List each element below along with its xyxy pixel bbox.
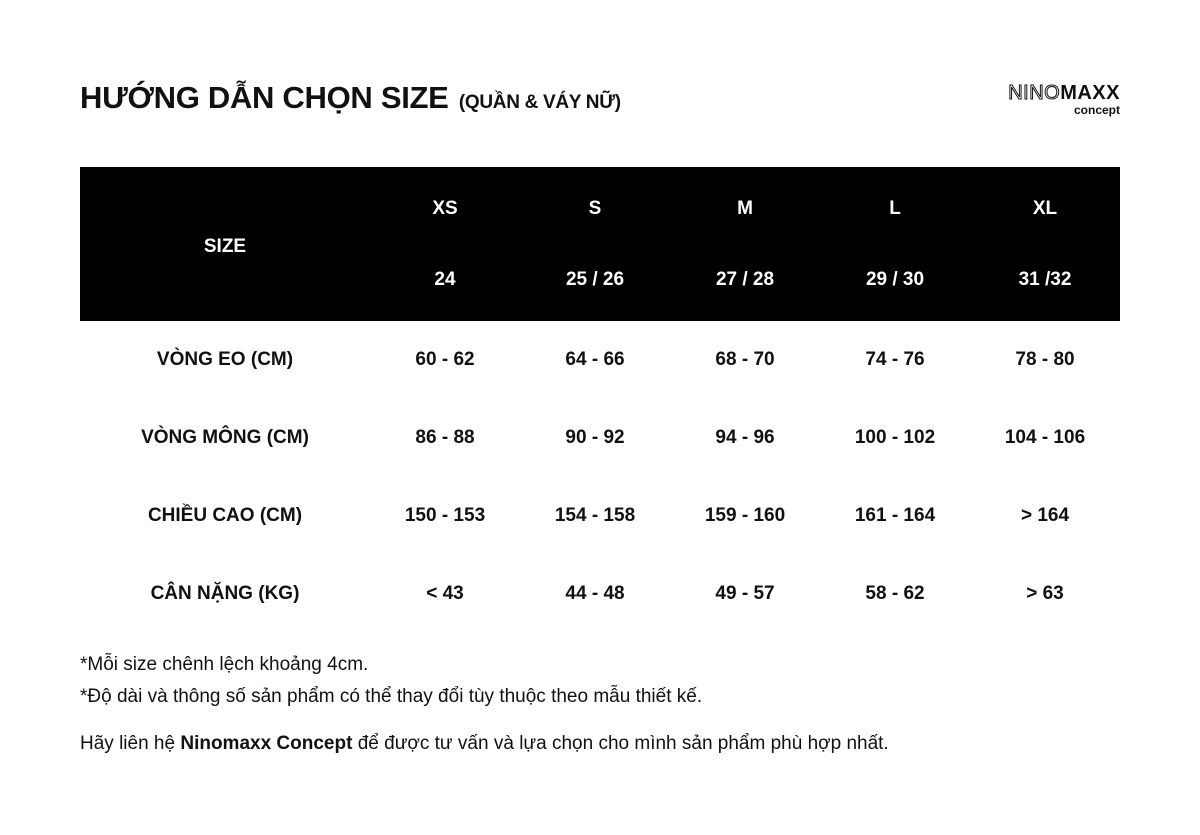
size-number: 27 / 28 (670, 245, 820, 321)
title-main: HƯỚNG DẪN CHỌN SIZE (80, 80, 449, 115)
table-cell: 154 - 158 (554, 505, 636, 526)
table-row-weight (80, 555, 1120, 633)
table-cell: > 164 (1020, 505, 1070, 526)
logo-wordmark (1008, 83, 1120, 103)
table-cell: 150 - 153 (404, 505, 486, 526)
logo-part-nino: NINO (1008, 82, 1061, 104)
ninomaxx-logo (1008, 83, 1120, 116)
contact-suffix: để được tư vấn và lựa chọn cho mình sản phẩm phù hợp nhất. (352, 733, 889, 754)
note-spec-change: *Độ dài và thông số sản phẩm có thể thay đổi tùy thuộc theo mẫu thiết kế. (80, 686, 703, 707)
row-label: CÂN NẶNG (KG) (150, 583, 300, 604)
table-cell: 74 - 76 (865, 349, 925, 370)
logo-concept: concept (1073, 103, 1120, 117)
table-cell: 68 - 70 (715, 349, 775, 370)
size-letter: XL (970, 167, 1120, 245)
size-number: 25 / 26 (520, 245, 670, 321)
row-label: VÒNG MÔNG (CM) (141, 427, 309, 448)
notes (80, 649, 702, 713)
size-number: 31 /32 (970, 245, 1120, 321)
size-letter: M (670, 167, 820, 245)
size-number: 29 / 30 (820, 245, 970, 321)
table-cell: 86 - 88 (415, 427, 475, 448)
row-label: VÒNG EO (CM) (156, 349, 294, 370)
table-cell: 44 - 48 (565, 583, 625, 604)
header-row-letters (80, 167, 1120, 245)
table-row-hip (80, 399, 1120, 477)
table-cell: > 63 (1026, 583, 1064, 604)
table-cell: 104 - 106 (1004, 427, 1086, 448)
table-cell: 64 - 66 (565, 349, 625, 370)
size-number: 24 (370, 245, 520, 321)
table-cell: 60 - 62 (415, 349, 475, 370)
note-size-difference: *Mỗi size chênh lệch khoảng 4cm. (80, 654, 369, 675)
corner-size-label: SIZE (80, 167, 370, 321)
table-cell: 90 - 92 (565, 427, 625, 448)
table-cell: 159 - 160 (704, 505, 786, 526)
contact-brand: Ninomaxx Concept (180, 733, 353, 754)
table-cell: 78 - 80 (1015, 349, 1075, 370)
table-cell: 58 - 62 (865, 583, 925, 604)
size-letter: S (520, 167, 670, 245)
page-title (80, 80, 621, 116)
title-subtitle: (QUẦN & VÁY NỮ) (458, 92, 621, 113)
table-row-waist (80, 321, 1120, 399)
table-cell: 94 - 96 (715, 427, 775, 448)
table-cell: 49 - 57 (715, 583, 775, 604)
table-cell: 100 - 102 (854, 427, 936, 448)
table-cell: < 43 (426, 583, 464, 604)
contact-line (80, 728, 889, 760)
row-label: CHIỀU CAO (CM) (147, 505, 303, 526)
table-cell: 161 - 164 (854, 505, 936, 526)
contact-prefix: Hãy liên hệ (80, 733, 181, 754)
size-letter: L (820, 167, 970, 245)
size-letter: XS (370, 167, 520, 245)
logo-part-maxx: MAXX (1060, 82, 1120, 104)
size-chart-table (80, 167, 1120, 633)
table-row-height (80, 477, 1120, 555)
